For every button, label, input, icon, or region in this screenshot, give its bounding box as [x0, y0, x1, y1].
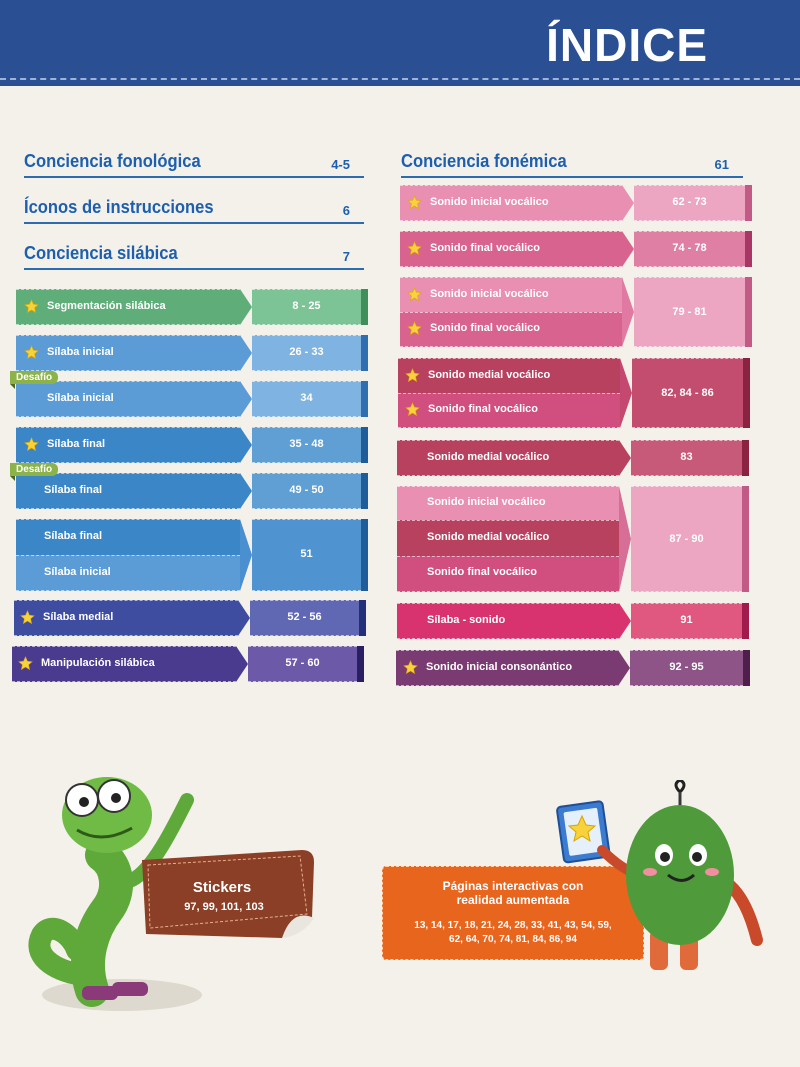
row-label: Sonido final vocálico — [430, 322, 541, 334]
row-label: Sonido final vocálico — [430, 242, 541, 254]
row-manipulacion-silabica[interactable] — [12, 646, 364, 682]
row-label: Sonido inicial consonántico — [426, 661, 573, 673]
row-pages: 49 - 50 — [289, 484, 324, 496]
row-label: Segmentación silábica — [47, 300, 166, 312]
row-sonido-inicial-final-vocalico[interactable] — [400, 277, 752, 347]
row-segmentacion-silabica[interactable] — [16, 289, 368, 325]
row-label: Sílaba medial — [43, 611, 114, 623]
star-icon — [403, 660, 418, 675]
row-silaba-inicial[interactable] — [16, 335, 368, 371]
row-sonido-medial-vocalico[interactable] — [397, 440, 749, 476]
star-icon — [24, 299, 39, 314]
row-pages: 83 — [680, 451, 693, 463]
row-label: Sílaba - sonido — [427, 614, 506, 626]
page-title: ÍNDICE — [546, 19, 708, 71]
stickers-tag — [142, 848, 314, 938]
header-conciencia-fonologica[interactable] — [24, 146, 364, 178]
row-label: Sílaba inicial — [47, 392, 114, 404]
row-label: Sílaba final — [47, 438, 106, 450]
header-conciencia-fonemica[interactable] — [401, 146, 743, 178]
star-icon — [18, 656, 33, 671]
row-pages: 34 — [300, 392, 313, 404]
star-icon — [405, 368, 420, 383]
row-pages: 52 - 56 — [287, 611, 322, 623]
row-pages: 57 - 60 — [285, 657, 320, 669]
interactive-pages-line2: 62, 64, 70, 74, 81, 84, 86, 94 — [449, 934, 577, 945]
row-label: Sonido medial vocálico — [427, 451, 550, 463]
row-silaba-final[interactable] — [16, 427, 368, 463]
row-sonido-inicial-vocalico[interactable] — [400, 185, 752, 221]
star-icon — [407, 195, 422, 210]
row-pages: 92 - 95 — [669, 661, 704, 673]
row-sonido-medial-final-vocalico[interactable] — [398, 358, 750, 428]
star-icon — [407, 287, 422, 302]
desafio-badge: Desafío — [10, 463, 58, 476]
row-label: Sílaba final — [44, 484, 103, 496]
row-silaba-medial[interactable] — [14, 600, 366, 636]
star-icon — [20, 610, 35, 625]
row-silaba-inicial-desafio[interactable] — [16, 381, 368, 417]
star-icon — [407, 241, 422, 256]
row-pages: 35 - 48 — [289, 438, 324, 450]
row-pages: 8 - 25 — [292, 300, 321, 312]
desafio-badge: Desafío — [10, 371, 58, 384]
stickers-title: Stickers — [192, 879, 252, 896]
stickers-pages: 97, 99, 101, 103 — [184, 901, 264, 913]
row-sonido-inicial-consonantico[interactable] — [396, 650, 750, 686]
row-label: Sílaba inicial — [47, 346, 114, 358]
row-label: Sonido inicial vocálico — [430, 196, 549, 208]
row-label: Sonido medial vocálico — [427, 531, 550, 543]
star-icon — [405, 402, 420, 417]
banner-stitch-line — [0, 78, 800, 80]
row-sonido-vocalico-triple[interactable] — [397, 486, 749, 592]
row-label: Sonido inicial vocálico — [427, 496, 546, 508]
row-pages: 26 - 33 — [289, 346, 324, 358]
header-title: Conciencia fonémica — [401, 151, 567, 171]
header-pages: 7 — [342, 249, 350, 264]
header-title: Conciencia fonológica — [24, 151, 201, 171]
row-label: Sílaba inicial — [44, 566, 111, 578]
row-silaba-final-inicial[interactable] — [16, 519, 368, 591]
row-pages: 91 — [680, 614, 693, 626]
row-pages: 87 - 90 — [669, 533, 704, 545]
interactive-title-line1: Páginas interactivas con — [442, 879, 584, 893]
interactive-title-line2: realidad aumentada — [456, 893, 570, 907]
header-pages: 61 — [714, 157, 729, 172]
header-iconos-de-instrucciones[interactable] — [24, 192, 364, 224]
star-icon — [407, 321, 422, 336]
interactive-pages-line1: 13, 14, 17, 18, 21, 24, 28, 33, 41, 43, 54, 59, — [414, 920, 612, 931]
header-conciencia-silabica[interactable] — [24, 238, 364, 270]
row-label: Sonido final vocálico — [428, 403, 539, 415]
header-pages: 6 — [342, 203, 350, 218]
row-sonido-final-vocalico[interactable] — [400, 231, 752, 267]
row-label: Manipulación silábica — [41, 657, 155, 669]
row-label: Sonido inicial vocálico — [430, 288, 549, 300]
row-pages: 74 - 78 — [672, 242, 707, 254]
row-pages: 62 - 73 — [672, 196, 707, 208]
header-title: Íconos de instrucciones — [24, 197, 214, 217]
star-icon — [24, 437, 39, 452]
robot-mascot-illustration — [552, 780, 782, 980]
header-title: Conciencia silábica — [24, 243, 178, 263]
row-pages: 82, 84 - 86 — [661, 387, 714, 399]
row-silaba-sonido[interactable] — [397, 603, 749, 639]
header-pages: 4-5 — [331, 157, 350, 172]
star-icon — [24, 345, 39, 360]
row-pages: 51 — [300, 548, 313, 560]
row-pages: 79 - 81 — [672, 306, 707, 318]
row-label: Sonido final vocálico — [427, 566, 538, 578]
row-silaba-final-desafio[interactable] — [16, 473, 368, 509]
row-label: Sonido medial vocálico — [428, 369, 551, 381]
row-label: Sílaba final — [44, 530, 103, 542]
